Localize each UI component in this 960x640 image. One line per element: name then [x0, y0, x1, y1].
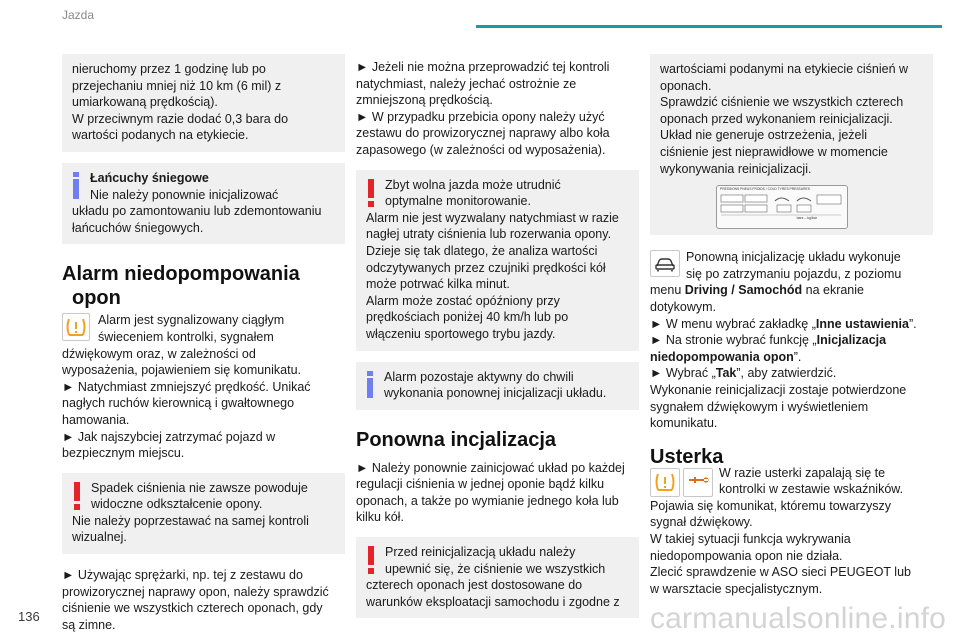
menu-name-bold: Driving / Samochód: [684, 283, 803, 298]
text-line: ciśnienie we wszystkich czterech oponach, gdy: [62, 601, 323, 616]
text-line: hamowania.: [62, 412, 130, 427]
warning-icon: [72, 482, 82, 510]
text-line: wykonania ponownej inicjalizacji układu.: [384, 386, 607, 401]
text-line: czterech oponach jest dostosowane do: [366, 578, 583, 593]
text-line: wizualnej.: [72, 530, 127, 545]
text-line: Ponowną inicjalizację układu wykonuje: [686, 250, 901, 265]
text-line: prędkościach poniżej 40 km/h lub po: [366, 310, 569, 325]
text-line: Nie należy ponownie inicjalizować: [90, 187, 279, 202]
text-line: W razie usterki zapalają się te: [719, 465, 886, 480]
text-line: Alarm może zostać opóźniony przy: [366, 293, 560, 308]
car-icon: [650, 250, 680, 277]
fault-icons: [650, 468, 713, 497]
text-line: ► Jak najszybciej zatrzymać pojazd w: [62, 429, 276, 444]
text-line: się po zatrzymaniu pojazdu, z poziomu: [686, 266, 902, 281]
text-line: ► Należy ponownie zainicjować układ po każdej: [356, 460, 625, 475]
text-line: sygnał dźwiękowy.: [650, 515, 753, 530]
text-line: zapasowego (w zależności od wyposażenia).: [356, 142, 606, 157]
text-line: Alarm pozostaje aktywny do chwili: [384, 369, 574, 384]
text-line: wartości podanych na etykiecie.: [72, 128, 249, 143]
label-footer-text: bars – kg/bar: [796, 215, 817, 220]
alarm-active-info-box: [356, 362, 639, 410]
text-line: W przeciwnym razie dodać 0,3 bara do: [72, 111, 289, 126]
text-line: łańcuchów śniegowych.: [72, 220, 204, 235]
step-1: ► W menu wybrać zakładkę „Inne ustawienia”.: [650, 316, 917, 331]
column-2: [356, 54, 639, 618]
text-line: oponach, a także po wymianie jednego koła lub: [356, 493, 619, 508]
info-box-title: Łańcuchy śniegowe: [90, 170, 209, 185]
text-line: przejechaniu mniej niż 10 km (6 mil) z: [72, 78, 282, 93]
step-2-cont: niedopompowania opon”.: [650, 349, 802, 364]
text-line: ► Jeżeli nie można przeprowadzić tej kontroli: [356, 60, 610, 74]
tyre-pressure-warning-icon: [650, 468, 680, 497]
text-line: Spadek ciśnienia nie zawsze powoduje: [91, 480, 308, 495]
text-line: wartościami podanymi na etykiecie ciśnień w: [660, 62, 909, 76]
fault-text: [650, 465, 933, 598]
text-line: nieruchomy przez 1 godzinę lub po: [72, 62, 266, 76]
text-line: prowizorycznej naprawy opon, należy sprawdzić: [62, 584, 329, 599]
text-line: Dzieje się tak dlatego, że analiza wartości: [366, 243, 598, 258]
alarm-description: [62, 312, 345, 461]
text-line: ► W przypadku przebicia opony należy użyć: [356, 109, 605, 124]
heading-underinflation-alarm: Alarm niedopompowania opon: [62, 263, 300, 310]
text-line: regulacji ciśnienia w jednej oponie bądź kilku: [356, 477, 605, 492]
text-line: są zimne.: [62, 617, 116, 632]
pressure-warning-box: [62, 473, 345, 554]
text-line: ciśnienie jest nieprawidłowe w momencie: [660, 144, 888, 159]
text-line: oponach.: [660, 78, 712, 93]
tyre-check-box: [62, 54, 345, 152]
text-line: bezpiecznym miejscu.: [62, 446, 185, 461]
text-line: ► Używając sprężarki, np. tej z zestawu do: [62, 568, 303, 583]
text-line: Układ nie generuje ostrzeżenia, jeżeli: [660, 128, 868, 143]
header-accent-bar: [476, 25, 942, 28]
text-line: świeceniem kontrolki, sygnałem: [98, 329, 274, 344]
text-line: Zlecić sprawdzenie w ASO sieci PEUGEOT lub: [650, 565, 911, 580]
text-line: W takiej sytuacji funkcja wykrywania: [650, 532, 851, 547]
wrench-icon: [683, 468, 713, 497]
text-line: natychmiast, należy jechać ostrożnie ze: [356, 76, 577, 91]
text-line: zmniejszoną prędkością.: [356, 93, 493, 108]
text-line: Alarm nie jest wyzwalany natychmiast w razie: [366, 210, 619, 225]
step-2: ► Na stronie wybrać funkcję „Inicjalizacja: [650, 333, 887, 348]
text-line: widoczne odkształcenie opony.: [91, 497, 263, 512]
info-icon: [366, 371, 374, 398]
text-line: niedopompowania opon nie działa.: [650, 548, 843, 563]
text-line: zestawu do prowizorycznej naprawy albo koła: [356, 126, 610, 141]
reinit-text: [356, 460, 639, 526]
text-line: Sprawdzić ciśnienie we wszystkich czterech: [660, 95, 904, 110]
text-line: może potrwać kilka minut.: [366, 277, 510, 292]
reinit-warning-box: [356, 537, 639, 618]
tyre-pressure-label-image: [716, 185, 848, 229]
text-line: warunków eksploatacji samochodu i zgodne z: [366, 594, 620, 609]
tyre-pressure-warning-icon: [62, 313, 90, 341]
text-line: w warsztacie specjalistycznym.: [650, 581, 823, 596]
text-line: wykonywania reinicjalizacji.: [660, 161, 812, 176]
watermark: carmanualsonline.info: [649, 602, 946, 635]
warning-icon: [366, 179, 376, 207]
slow-driving-warning-box: [356, 170, 639, 351]
text-line: oponach przed wykonaniem reinicjalizacji.: [660, 111, 893, 126]
text-line: włączeniu sportowego trybu jazdy.: [366, 326, 556, 341]
text-line: ► Natychmiast zmniejszyć prędkość. Unikać: [62, 379, 311, 394]
text-line: umiarkowaną prędkością).: [72, 95, 218, 110]
column-1: [62, 54, 345, 633]
text-line: kilku kół.: [356, 510, 404, 525]
text-line: wyposażenia, pojawieniem się komunikatu.: [62, 363, 302, 378]
text-line: upewnić się, że ciśnienie we wszystkich: [385, 561, 606, 576]
text-line: Przed reinicjalizacją układu należy: [385, 545, 576, 560]
heading-reinitialization: Ponowna incjalizacja: [356, 428, 557, 451]
text-line: optymalne monitorowanie.: [385, 194, 531, 209]
text-line: nagłych ruchów kierownicą i gwałtownego: [62, 396, 295, 411]
text-line: Nie należy poprzestawać na samej kontroli: [72, 513, 309, 528]
text-line: menu Driving / Samochód na ekranie: [650, 283, 864, 298]
intro-text: [356, 59, 639, 159]
text-line: komunikatu.: [650, 416, 718, 431]
compressor-instructions: [62, 567, 345, 633]
page-number: 136: [18, 609, 40, 624]
text-line: odczytywanych przez czujniki prędkości kół: [366, 260, 606, 275]
warning-icon: [366, 546, 376, 574]
text-line: kontrolki w zestawie wskaźników.: [719, 482, 904, 497]
snow-chains-info-box: [62, 163, 345, 244]
reinit-procedure: [650, 249, 933, 432]
step-3: ► Wybrać „Tak”, aby zatwierdzić.: [650, 366, 837, 381]
section-title: Jazda: [62, 8, 95, 22]
text-line: dotykowym.: [650, 299, 716, 314]
column-3: [650, 54, 933, 597]
heading-fault: Usterka: [650, 445, 724, 468]
text-line: Wykonanie reinicjalizacji zostaje potwierdzone: [650, 382, 907, 397]
text-line: Alarm jest sygnalizowany ciągłym: [98, 313, 285, 328]
text-line: Zbyt wolna jazda może utrudnić: [385, 177, 561, 192]
pressure-label-box: [650, 54, 933, 235]
label-header-text: PRESSIONS PNEUS FROIDS / COLD TYRES PRESSURES: [720, 187, 810, 192]
label-diagram: [717, 193, 847, 223]
text-line: sygnałem dźwiękowym i wyświetleniem: [650, 399, 869, 414]
text-line: układu po zamontowaniu lub zdemontowaniu: [72, 204, 322, 219]
text-line: Pojawia się komunikat, któremu towarzyszy: [650, 498, 892, 513]
info-icon: [72, 172, 80, 199]
text-line: dźwiękowym oraz, w zależności od: [62, 346, 256, 361]
text-line: nagłej utraty ciśnienia lub rozerwania opony.: [366, 227, 612, 242]
